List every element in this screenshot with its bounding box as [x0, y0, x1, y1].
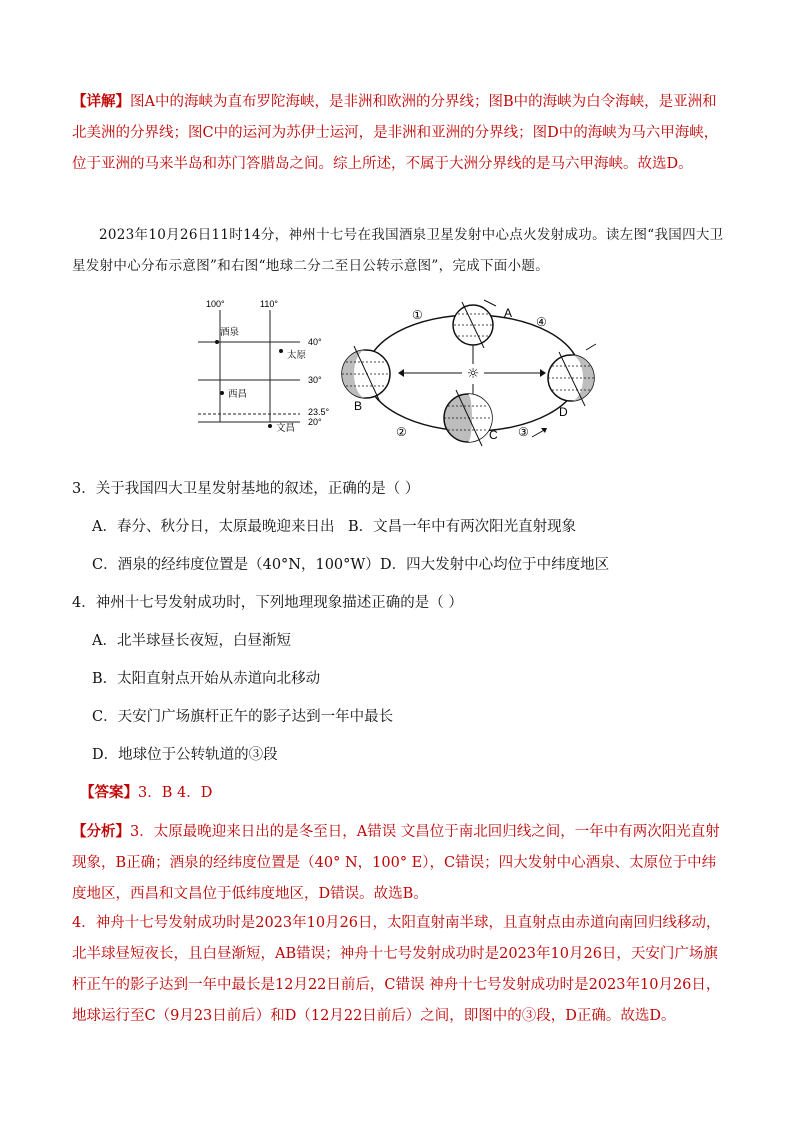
lat-label-40: 40° [308, 337, 322, 347]
analysis-text-1: 3．太原最晚迎来日出的是冬至日，A错误 文昌位于南北回归线之间，一年中有两次阳光直射现象，B正确；酒泉的经纬度位置是（40° N，100° E），C错误；四大发射中心酒泉、太原位于中纬度地区，西昌和文昌位于低纬度地区，D错误。故选B。 [72, 824, 720, 902]
detail-paragraph [72, 86, 722, 180]
lat-label-20: 20° [308, 417, 322, 427]
label-c: C [489, 428, 498, 442]
segment-4: ④ [536, 315, 547, 329]
q4-option-d[interactable]: D．地球位于公转轨道的③段 [92, 747, 278, 763]
site-xichang-dot [220, 391, 224, 395]
launch-site-map [198, 299, 330, 434]
lat-label-23-5: 23.5° [308, 407, 330, 417]
q3-stem: 3．关于我国四大卫星发射基地的叙述，正确的是（ ） [72, 481, 420, 497]
earth-position-a [453, 300, 512, 348]
lat-label-30: 30° [308, 375, 322, 385]
earth-position-d [548, 344, 596, 419]
detail-text: 图A中的海峡为直布罗陀海峡，是非洲和欧洲的分界线；图B中的海峡为白令海峡，是亚洲和北美洲的分界线；图C中的运河为苏伊士运河，是非洲和亚洲的分界线；图D中的海峡为马六甲海峡，位于亚洲的马来半岛和苏门答腊岛之间。综上所述，不属于大洲分界线的是马六甲海峡。故选D。 [72, 94, 719, 172]
q4-option-b[interactable]: B．太阳直射点开始从赤道向北移动 [92, 671, 321, 687]
label-d: D [559, 405, 568, 419]
site-jiuquan-label: 酒泉 [220, 327, 240, 338]
site-taiyuan-dot [279, 349, 283, 353]
q4-option-a[interactable]: A．北半球昼长夜短，白昼渐短 [92, 633, 291, 649]
earth-position-b [342, 346, 390, 413]
lon-label-100: 100° [206, 299, 225, 309]
answer-line [80, 781, 212, 802]
question-intro: 2023年10月26日11时14分，神州十七号在我国酒泉卫星发射中心点火发射成功。读左图“我国四大卫星发射中心分布示意图”和右图“地球二分二至日公转示意图”，完成下面小题。 [72, 227, 724, 274]
sun-icon: ☼ [466, 366, 480, 382]
site-xichang-label: 西昌 [228, 389, 248, 400]
answer-text: 3．B 4．D [138, 785, 213, 801]
site-wenchang-dot [268, 424, 272, 428]
analysis-paragraph-2: 4．神舟十七号发射成功时是2023年10月26日，太阳直射南半球，且直射点由赤道向南回归线移动，北半球昼短夜长，且白昼渐短，AB错误；神舟十七号发射成功时是2023年10月26日，天安门广场旗杆正午的影子达到一年中最长是12月22日前后，C错误 神舟十七号发射成功时是2023年10月26日，地球运行至C（9月23日前后）和D（12月22日前后）之间，即图中的③段，D正确。故选D。 [72, 915, 721, 1024]
answer-label: 【答案】 [80, 784, 138, 801]
figure [190, 292, 610, 462]
label-b: B [354, 399, 363, 413]
site-wenchang-label: 文昌 [276, 423, 296, 434]
q4-option-c[interactable]: C．天安门广场旗杆正午的影子达到一年中最长 [92, 709, 394, 725]
q3-option-b[interactable]: B．文昌一年中有两次阳光直射现象 [348, 519, 577, 535]
segment-3: ③ [518, 425, 529, 439]
segment-2: ② [396, 425, 407, 439]
site-jiuquan-dot [215, 340, 219, 344]
orbit-diagram [342, 300, 596, 446]
detail-label: 【详解】 [72, 93, 130, 110]
analysis-paragraph-1 [72, 816, 722, 910]
analysis-label: 【分析】 [72, 823, 130, 840]
site-taiyuan-label: 太原 [287, 350, 307, 361]
lon-label-110: 110° [260, 299, 278, 309]
q3-option-a[interactable]: A．春分、秋分日，太原最晚迎来日出 [92, 519, 335, 535]
segment-1: ① [412, 308, 423, 322]
earth-position-c [444, 390, 498, 446]
q3-option-d[interactable]: D．四大发射中心均位于中纬度地区 [380, 557, 610, 573]
label-a: A [504, 306, 513, 320]
q4-stem: 4．神州十七号发射成功时，下列地理现象描述正确的是（ ） [72, 595, 463, 611]
q3-option-c[interactable]: C．酒泉的经纬度位置是（40°N，100°W） [92, 557, 380, 573]
